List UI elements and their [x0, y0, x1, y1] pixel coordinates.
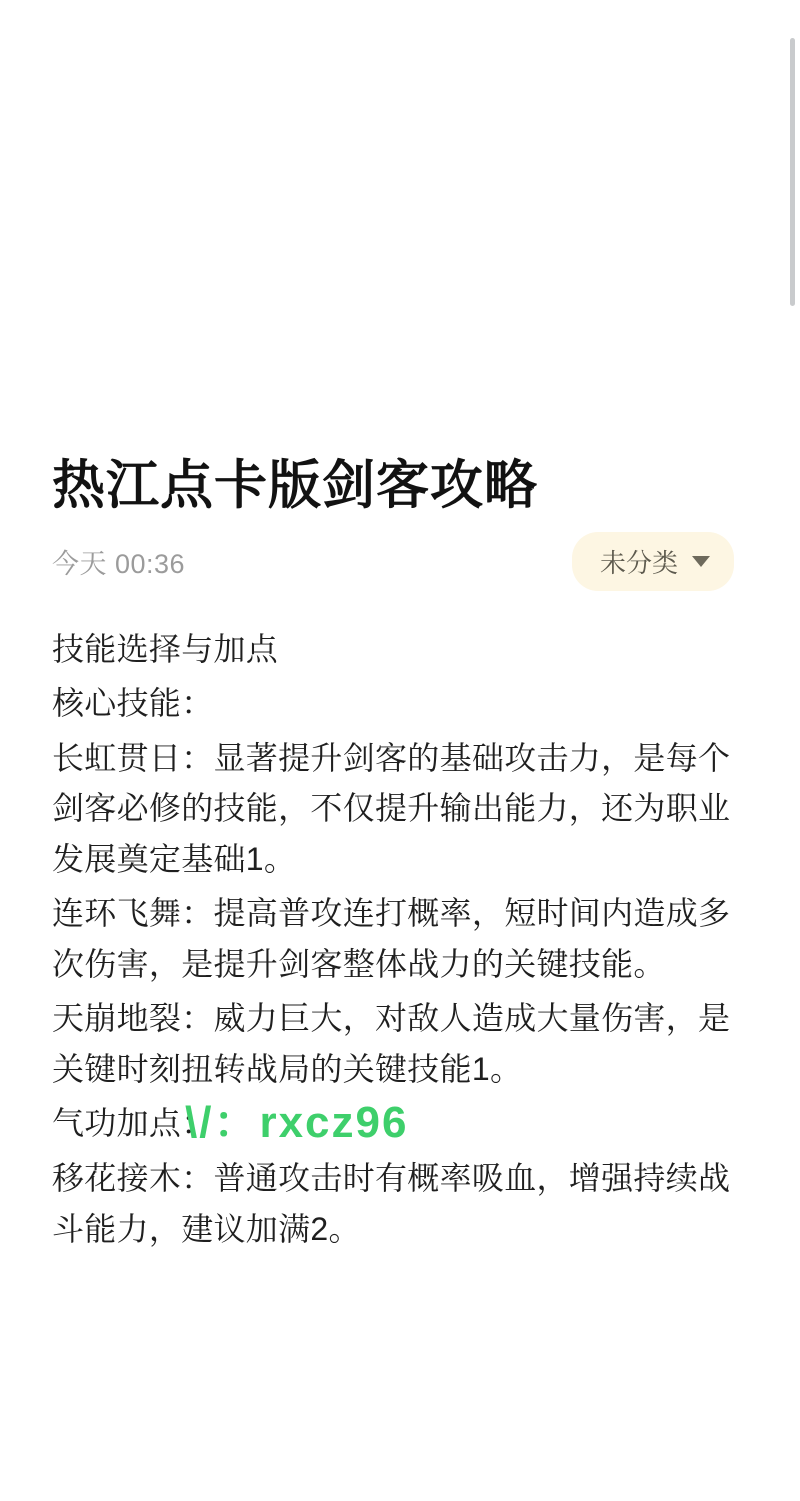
chevron-down-icon	[692, 556, 710, 567]
scrollbar[interactable]	[786, 0, 800, 1501]
category-label: 未分类	[599, 548, 678, 579]
category-selector[interactable]	[572, 532, 734, 591]
body-paragraph: 天崩地裂：威力巨大，对敌人造成大量伤害，是关键时刻扭转战局的关键技能1。	[52, 1000, 731, 1087]
page-title: 热江点卡版剑客攻略	[52, 456, 538, 515]
article-body	[52, 624, 734, 1255]
body-paragraph: 长虹贯日：显著提升剑客的基础攻击力，是每个剑客必修的技能，不仅提升输出能力，还为职业发展奠定基础1。	[52, 739, 731, 877]
scrollbar-thumb[interactable]	[790, 38, 795, 306]
body-paragraph: 气功加点：	[52, 1105, 214, 1142]
article-meta	[52, 536, 734, 588]
watermark-text: \/：rxcz96	[185, 1098, 409, 1147]
body-paragraph: 移花接木：普通攻击时有概率吸血，增强持续战斗能力，建议加满2。	[52, 1160, 731, 1247]
timestamp: 今天 00:36	[52, 549, 186, 580]
body-paragraph: 技能选择与加点	[52, 630, 279, 667]
body-paragraph: 连环飞舞：提高普攻连打概率，短时间内造成多次伤害，是提升剑客整体战力的关键技能。	[52, 895, 731, 982]
body-paragraph: 核心技能：	[52, 685, 214, 722]
